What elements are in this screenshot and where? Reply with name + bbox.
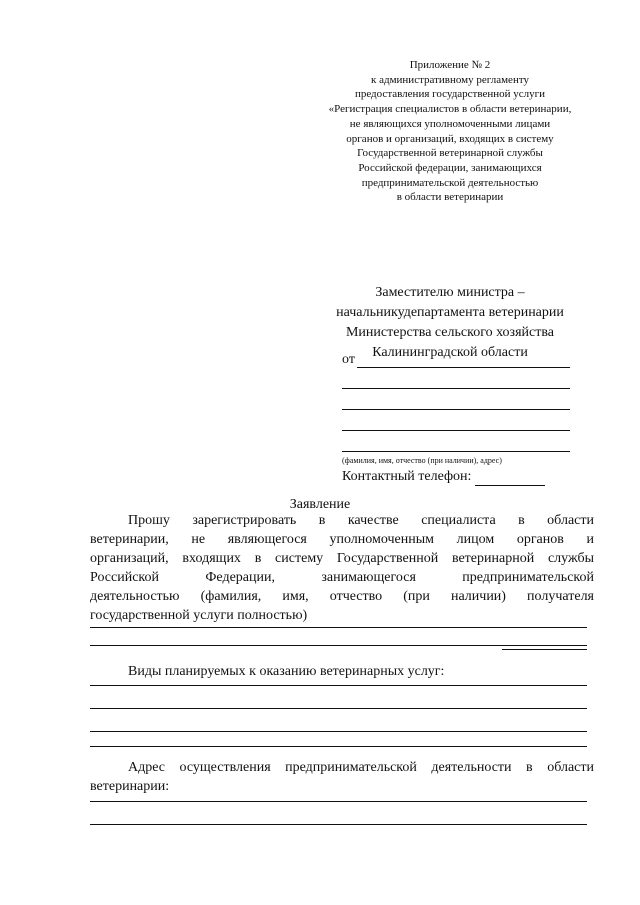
address-paragraph bbox=[90, 758, 594, 796]
address-field-line[interactable] bbox=[90, 824, 587, 825]
address-field-line[interactable] bbox=[90, 801, 587, 802]
name-address-hint: (фамилия, имя, отчество (при наличии), адрес) bbox=[342, 456, 502, 465]
from-row bbox=[342, 352, 570, 368]
appendix-header bbox=[300, 58, 600, 205]
request-line: ветеринарии, не являющегося уполномоченным лицом органов и bbox=[90, 532, 594, 547]
services-line[interactable] bbox=[90, 746, 587, 747]
appendix-line: Российской федерации, занимающихся bbox=[358, 161, 542, 174]
applicant-field-line[interactable] bbox=[342, 368, 570, 389]
request-line: Российской Федерации, занимающегося предпринимательской bbox=[90, 570, 594, 585]
request-line: государственной услуги полностью) bbox=[90, 608, 308, 623]
document-title: Заявление bbox=[289, 497, 351, 512]
addressee-line: Заместителю министра – bbox=[375, 285, 525, 300]
appendix-line: «Регистрация специалистов в области ветеринарии, bbox=[328, 103, 572, 116]
request-paragraph bbox=[90, 511, 594, 625]
services-line[interactable] bbox=[90, 708, 587, 709]
request-line: деятельностью (фамилия, имя, отчество (при наличии) получателя bbox=[90, 589, 594, 604]
addressee-line: Калининградской области bbox=[372, 345, 528, 360]
phone-row bbox=[342, 468, 570, 486]
phone-label: Контактный телефон: bbox=[342, 469, 472, 484]
address-line: Адрес осуществления предпринимательской деятельности в области bbox=[128, 760, 594, 775]
appendix-line: Государственной ветеринарной службы bbox=[357, 147, 543, 160]
applicant-field-line[interactable] bbox=[342, 410, 570, 431]
applicant-name-line[interactable] bbox=[502, 649, 587, 650]
appendix-line: предоставления государственной услуги bbox=[354, 88, 546, 101]
appendix-line: органов и организаций, входящих в систему bbox=[346, 132, 554, 145]
addressee-line: начальникудепартамента ветеринарии bbox=[336, 305, 564, 320]
services-line[interactable] bbox=[90, 731, 587, 732]
applicant-block bbox=[342, 352, 570, 486]
applicant-field-line[interactable] bbox=[342, 431, 570, 452]
appendix-line: не являющихся уполномоченными лицами bbox=[349, 117, 551, 130]
appendix-line: к административному регламенту bbox=[371, 73, 529, 86]
applicant-field-line[interactable] bbox=[342, 389, 570, 410]
services-label: Виды планируемых к оказанию ветеринарных услуг: bbox=[128, 664, 445, 679]
addressee-line: Министерства сельского хозяйства bbox=[345, 325, 554, 340]
addressee-block bbox=[300, 283, 600, 363]
applicant-name-line[interactable] bbox=[90, 627, 587, 628]
appendix-line: в области ветеринарии bbox=[396, 191, 504, 204]
request-line: организаций, входящих в систему Государственной ветеринарной службы bbox=[90, 551, 594, 566]
request-line: Прошу зарегистрировать в качестве специалиста в области bbox=[128, 513, 594, 528]
from-label: от bbox=[342, 352, 355, 367]
from-field[interactable] bbox=[357, 355, 570, 368]
services-line[interactable] bbox=[90, 685, 587, 686]
appendix-line: Приложение № 2 bbox=[409, 59, 491, 71]
applicant-name-line[interactable] bbox=[90, 645, 587, 646]
address-line: ветеринарии: bbox=[90, 779, 170, 794]
phone-field[interactable] bbox=[475, 471, 545, 486]
appendix-line: предпринимательской деятельностью bbox=[361, 176, 539, 189]
